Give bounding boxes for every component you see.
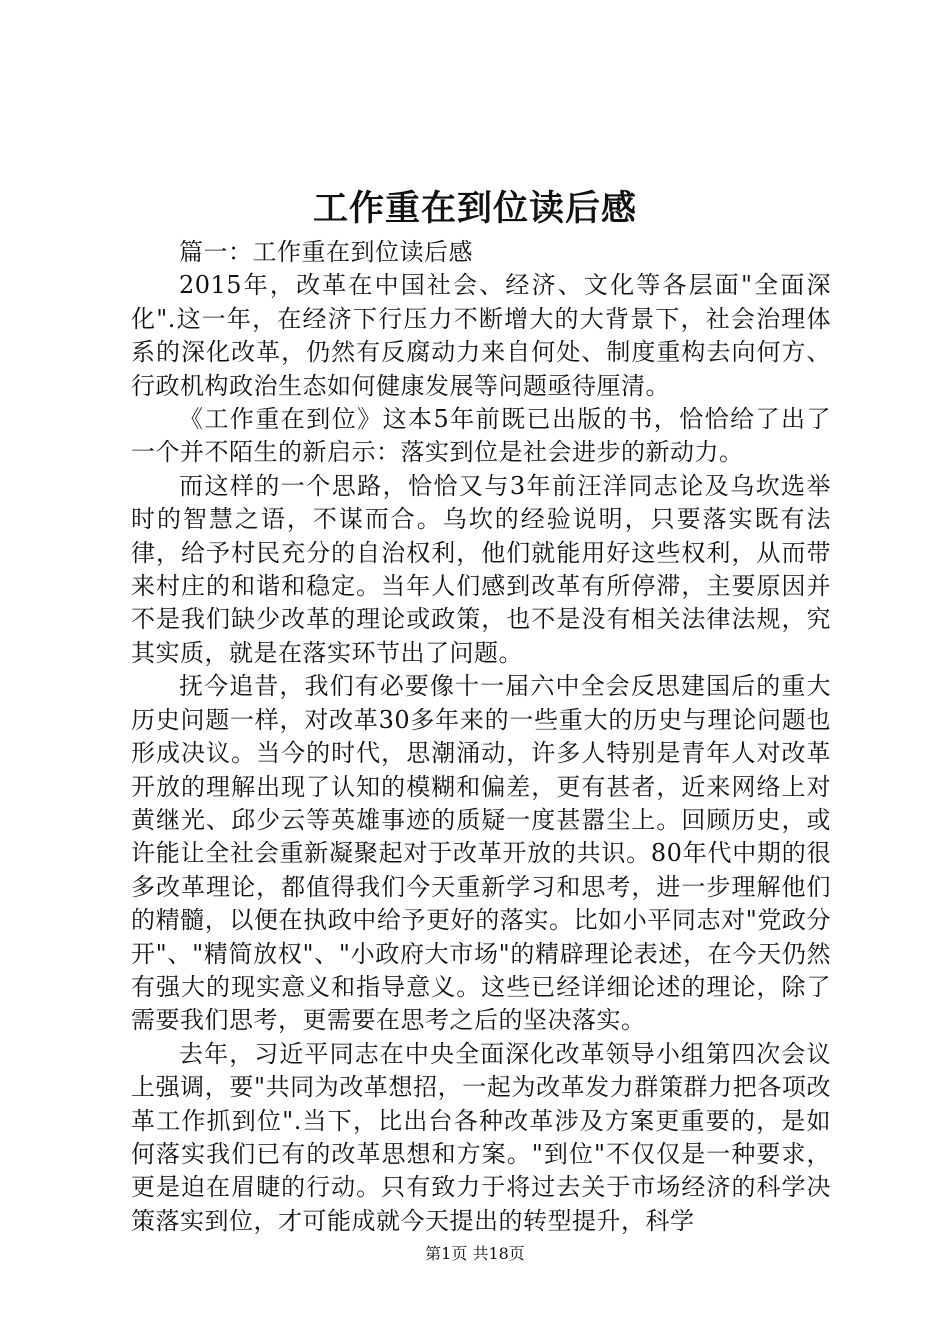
body-paragraph: 抚今追昔，我们有必要像十一届六中全会反思建国后的重大历史问题一样，对改革30多年来的一些重大的历史与理论问题也形成决议。当今的时代，思潮涌动，许多人特别是青年人对改革开放的理解出现了认知的模糊和偏差，更有甚者，近来网络上对黄继光、邱少云等英雄事迹的质疑一度甚嚣尘上。回顾历史，或许能让全社会重新凝聚起对于改革开放的共识。80年代中期的很多改革理论，都值得我们今天重新学习和思考，进一步理解他们的精髓，以便在执政中给予更好的落实。比如小平同志对"党政分开"、"精简放权"、"小政府大市场"的精辟理论表述，在今天仍然有强大的现实意义和指导意义。这些已经详细论述的理论，除了需要我们思考，更需要在思考之后的坚决落实。 <box>131 672 831 1035</box>
body-paragraph: 《工作重在到位》这本5年前既已出版的书，恰恰给了出了一个并不陌生的新启示：落实到位是社会进步的新动力。 <box>131 405 831 467</box>
section-heading: 篇一：工作重在到位读后感 <box>179 238 473 266</box>
body-paragraph: 2015年，改革在中国社会、经济、文化等各层面"全面深化".这一年，在经济下行压力不断增大的大背景下，社会治理体系的深化改革，仍然有反腐动力来自何处、制度重构去向何方、行政机构政治生态如何健康发展等问题亟待厘清。 <box>131 271 831 400</box>
page-footer: 第1页 共18页 <box>425 1244 525 1263</box>
body-paragraph: 而这样的一个思路，恰恰又与3年前汪洋同志论及乌坎选举时的智慧之语，不谋而合。乌坎的经验说明，只要落实既有法律，给予村民充分的自治权利，他们就能用好这些权利，从而带来村庄的和谐和稳定。当年人们感到改革有所停滞，主要原因并不是我们缺少改革的理论或政策，也不是没有相关法律法规，究其实质，就是在落实环节出了问题。 <box>131 471 831 667</box>
document-body <box>131 236 831 1238</box>
document-title: 工作重在到位读后感 <box>312 188 637 229</box>
body-paragraph: 去年，习近平同志在中央全面深化改革领导小组第四次会议上强调，要"共同为改革想招，一起为改革发力群策群力把各项改革工作抓到位".当下，比出台各种改革涉及方案更重要的，是如何落实我们已有的改革思想和方案。"到位"不仅仅是一种要求，更是迫在眉睫的行动。只有致力于将过去关于市场经济的科学决策落实到位，才可能成就今天提出的转型提升，科学 <box>131 1039 831 1235</box>
